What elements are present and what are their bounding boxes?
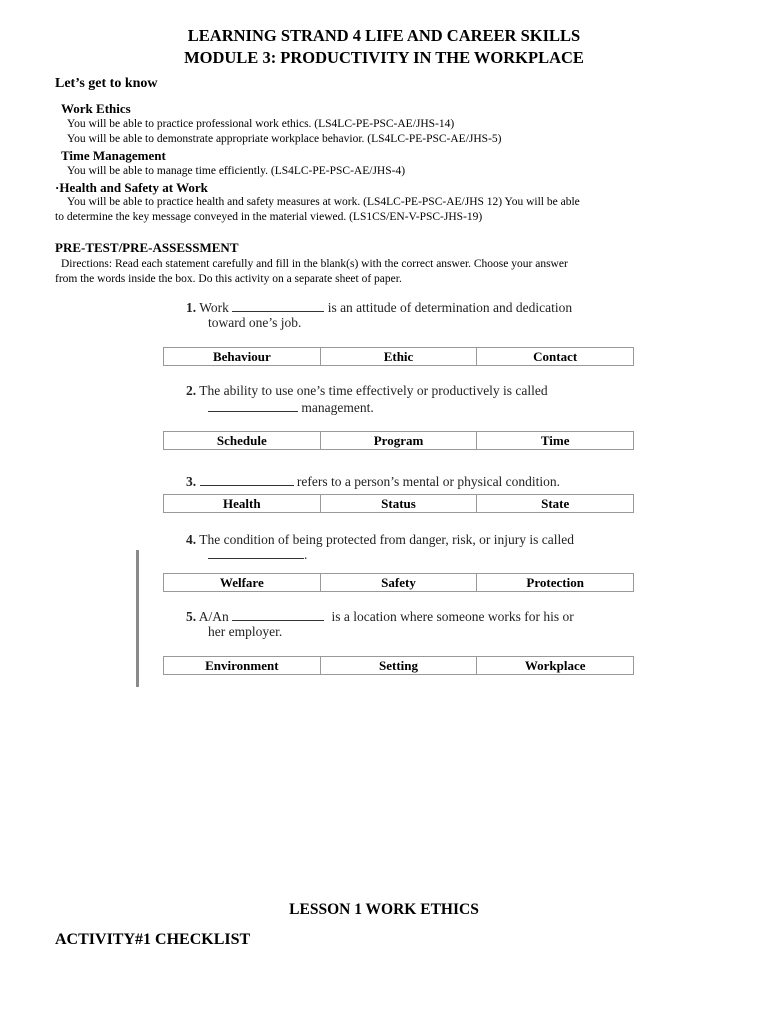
objective-line: You will be able to practice professional work ethics. (LS4LC-PE-PSC-AE/JHS-14)	[67, 118, 455, 130]
section-title-time-management: Time Management	[61, 148, 166, 163]
option: Safety	[321, 574, 478, 591]
section-title-health-safety: ·Health and Safety at Work	[55, 180, 208, 195]
question-text: is an attitude of determination and dedication	[327, 300, 573, 315]
objective-line: You will be able to manage time efficiently. (LS4LC-PE-PSC-AE/JHS-4)	[67, 165, 406, 177]
question-4-line2	[208, 546, 307, 563]
answer-blank	[232, 608, 324, 621]
option: Ethic	[321, 348, 478, 365]
options-box-3	[163, 494, 634, 513]
directions-line: from the words inside the box. Do this activity on a separate sheet of paper.	[55, 273, 402, 285]
question-2-line2	[208, 399, 374, 416]
question-1	[186, 299, 572, 316]
activity-title: ACTIVITY#1 CHECKLIST	[55, 931, 251, 948]
section-title-work-ethics: Work Ethics	[61, 101, 131, 116]
answer-blank	[208, 546, 304, 559]
question-number: 4.	[186, 532, 197, 547]
options-box-2	[163, 431, 634, 450]
option: State	[541, 496, 570, 511]
option: Workplace	[524, 658, 586, 673]
option: Schedule	[164, 432, 321, 449]
option: Environment	[164, 657, 321, 674]
question-text: .	[304, 547, 308, 562]
question-number: 1.	[186, 300, 197, 315]
question-text: A/An	[198, 609, 229, 624]
question-number: 3.	[186, 474, 197, 489]
document-title: LEARNING STRAND 4 LIFE AND CAREER SKILLS	[187, 26, 581, 45]
question-text: refers to a person’s mental or physical condition.	[296, 474, 561, 489]
question-text: Work	[199, 300, 229, 315]
intro-heading: Let’s get to know	[55, 76, 158, 91]
question-text: The ability to use one’s time effectively or productively is called	[199, 383, 548, 398]
options-box-4	[163, 573, 634, 592]
question-number: 2.	[186, 383, 197, 398]
question-5	[186, 608, 574, 625]
option: Welfare	[164, 574, 321, 591]
question-text: is a location where someone works for his or	[331, 609, 574, 624]
answer-blank	[232, 299, 324, 312]
option: Program	[321, 432, 478, 449]
option: Time	[540, 433, 570, 448]
question-text: The condition of being protected from danger, risk, or injury is called	[199, 532, 574, 547]
objective-line: You will be able to demonstrate appropriate workplace behavior. (LS4LC-PE-PSC-AE/JHS-5)	[67, 133, 502, 145]
lesson-title: LESSON 1 WORK ETHICS	[289, 901, 479, 918]
option: Contact	[533, 349, 578, 364]
objective-line: to determine the key message conveyed in the material viewed. (LS1CS/EN-V-PSC-JHS-19)	[55, 211, 483, 223]
question-text: management.	[301, 400, 374, 415]
option: Protection	[526, 575, 584, 590]
option: Status	[321, 495, 478, 512]
objective-line: You will be able to practice health and safety measures at work. (LS4LC-PE-PSC-AE/JHS 12) You will be able	[67, 196, 580, 208]
option: Setting	[321, 657, 478, 674]
module-title: MODULE 3: PRODUCTIVITY IN THE WORKPLACE	[184, 48, 584, 67]
question-1-line2: toward one’s job.	[208, 315, 302, 330]
question-3	[186, 473, 560, 490]
question-number: 5.	[186, 609, 197, 624]
options-box-1	[163, 347, 634, 366]
directions-line: Directions: Read each statement carefully and fill in the blank(s) with the correct answer. Choose your answer	[61, 258, 568, 270]
question-5-line2: her employer.	[208, 624, 283, 639]
answer-blank	[208, 399, 298, 412]
options-box-5	[163, 656, 634, 675]
question-2	[186, 383, 548, 399]
answer-blank	[200, 473, 294, 486]
margin-bar	[136, 550, 139, 687]
option: Behaviour	[164, 348, 321, 365]
option: Health	[164, 495, 321, 512]
pretest-heading: PRE-TEST/PRE-ASSESSMENT	[55, 240, 239, 255]
